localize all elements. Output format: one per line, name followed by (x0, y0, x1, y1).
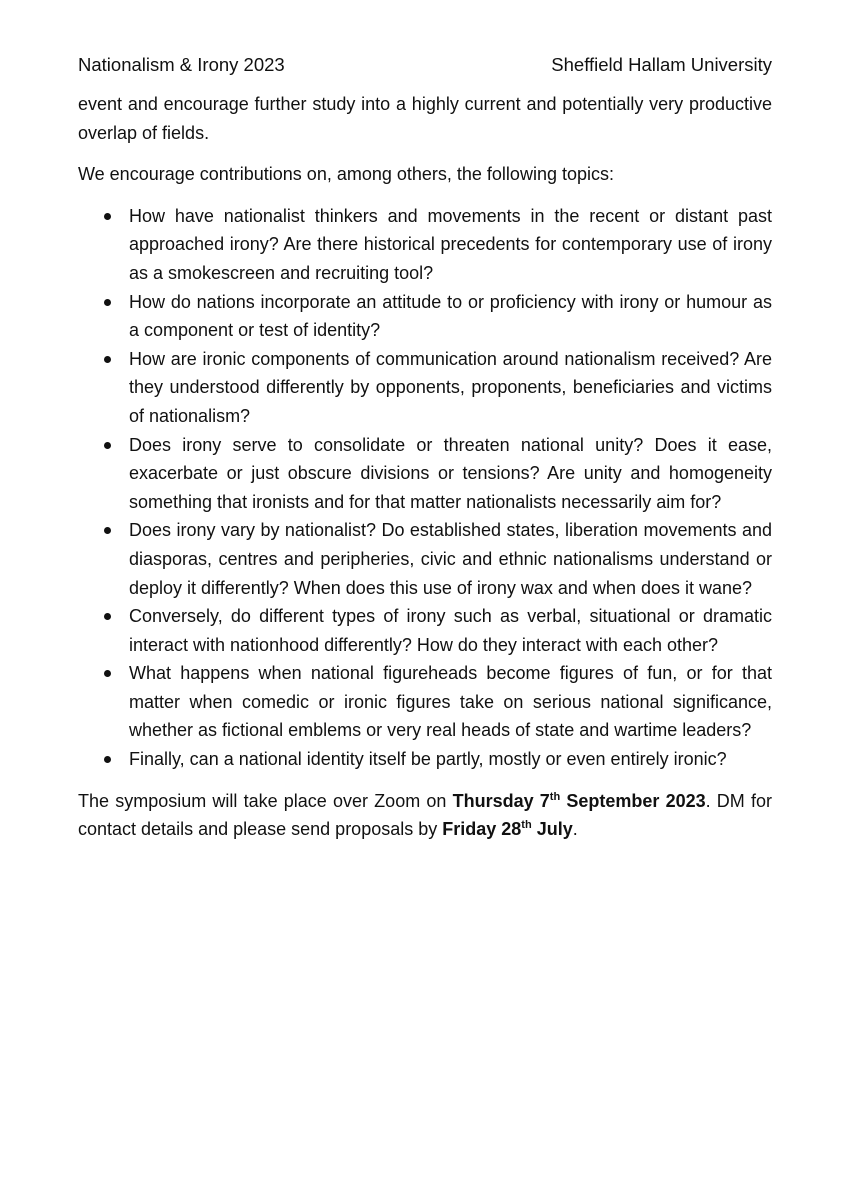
header-institution: Sheffield Hallam University (551, 54, 772, 75)
topic-text: Does irony serve to consolidate or threaten national unity? Does it ease, exacerbate or just obscure divisions or tensions? Are unity and homogeneity something that ironists and for that matter nationalists necessarily aim for? (129, 434, 772, 512)
event-date-rest: September 2023 (560, 790, 706, 811)
document-page (78, 52, 772, 857)
bullet-icon (104, 670, 111, 677)
event-date-day: Thursday 7 (452, 790, 550, 811)
topic-item (78, 345, 772, 431)
bullet-icon (104, 527, 111, 534)
topic-item (78, 745, 772, 774)
event-date (453, 791, 706, 811)
deadline-date (442, 819, 572, 839)
intro-paragraph: event and encourage further study into a highly current and potentially very productive overlap of fields. (78, 94, 772, 143)
deadline-date-rest: July (531, 819, 573, 840)
topic-item (78, 659, 772, 745)
topic-item (78, 516, 772, 602)
topic-text: Does irony vary by nationalist? Do established states, liberation movements and diasporas, centres and peripheries, civic and ethnic nationalisms understand or deploy it differently? When does this use of irony wax and when does it wane? (129, 520, 772, 598)
topic-item (78, 202, 772, 288)
topic-item (78, 431, 772, 517)
header-title: Nationalism & Irony 2023 (78, 54, 285, 75)
topic-item (78, 602, 772, 659)
topic-text: What happens when national figureheads become figures of fun, or for that matter when comedic or ironic figures take on serious national significance, whether as fictional emblems or very real heads of state and wartime leaders? (129, 663, 772, 741)
topic-text: Finally, can a national identity itself be partly, mostly or even entirely ironic? (129, 749, 727, 770)
bullet-icon (104, 613, 111, 620)
bullet-icon (104, 442, 111, 449)
closing-text-3: . (572, 819, 578, 840)
bullet-icon (104, 299, 111, 306)
page-header (78, 52, 772, 78)
event-date-suffix: th (549, 790, 561, 803)
closing-text-2: . DM for contact details and please send proposals by (78, 790, 772, 840)
closing-paragraph (78, 787, 772, 844)
bullet-icon (104, 356, 111, 363)
topic-text: How are ironic components of communication around nationalism received? Are they understood differently by opponents, proponents, beneficiaries and victims of nationalism? (129, 348, 772, 426)
topic-text: Conversely, do different types of irony such as verbal, situational or dramatic interact with nationhood differently? How do they interact with each other? (129, 606, 772, 655)
topic-text: How do nations incorporate an attitude to or proficiency with irony or humour as a component or test of identity? (129, 291, 772, 341)
bullet-icon (104, 213, 111, 220)
topics-intro: We encourage contributions on, among others, the following topics: (78, 164, 614, 185)
topic-item (78, 288, 772, 345)
topics-list (78, 202, 772, 774)
bullet-icon (104, 756, 111, 763)
deadline-date-day: Friday 28 (442, 819, 522, 840)
deadline-date-suffix: th (521, 819, 532, 832)
topic-text: How have nationalist thinkers and movements in the recent or distant past approached irony? Are there historical precedents for contemporary use of irony as a smokescreen and recruiting tool? (129, 205, 772, 283)
closing-text-1: The symposium will take place over Zoom on (78, 790, 453, 811)
